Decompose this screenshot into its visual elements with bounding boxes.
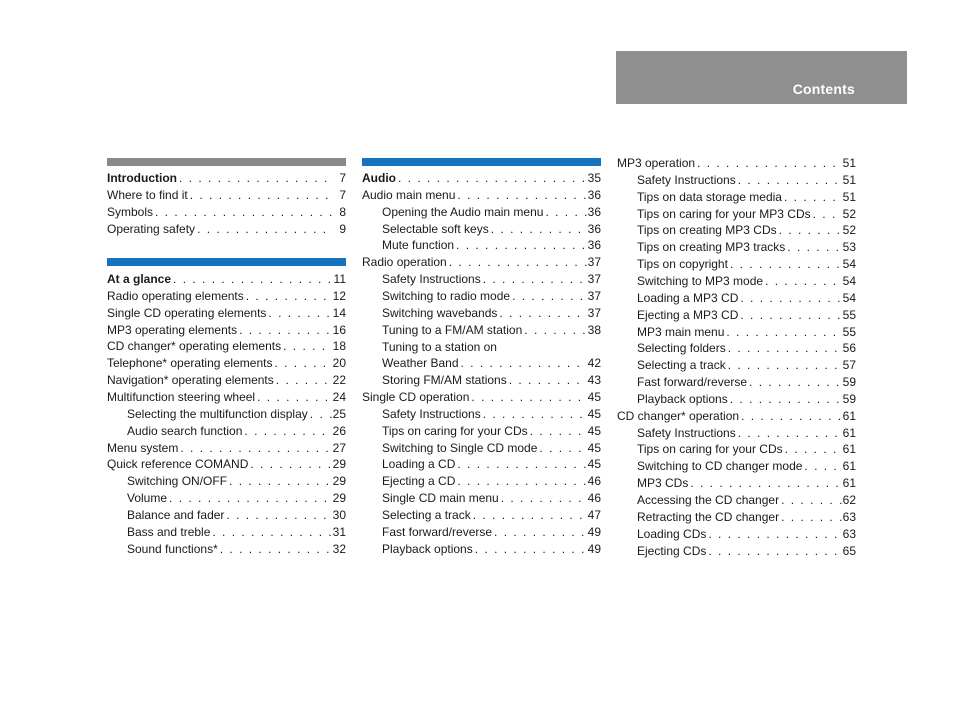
toc-entry-page: 14 <box>332 305 346 320</box>
toc-entry-title: Operating safety <box>107 221 196 236</box>
dot-leader <box>688 475 842 492</box>
toc-entry[interactable] <box>637 374 856 391</box>
toc-entry[interactable] <box>382 355 601 372</box>
dot-leader <box>218 541 332 558</box>
toc-entry-page: 11 <box>333 272 346 286</box>
toc-entry[interactable] <box>637 340 856 357</box>
toc-entry-title: Selecting folders <box>637 341 726 356</box>
toc-entry-page: 9 <box>339 221 346 236</box>
toc-entry[interactable] <box>382 490 601 507</box>
toc-entry-page: 18 <box>332 339 346 354</box>
dot-leader <box>455 456 587 473</box>
dot-leader <box>255 389 332 406</box>
toc-entry[interactable] <box>382 221 601 238</box>
toc-entry[interactable] <box>617 155 856 172</box>
toc-entry[interactable] <box>382 372 601 389</box>
dot-leader <box>244 288 332 305</box>
toc-entry[interactable] <box>382 524 601 541</box>
toc-entry[interactable] <box>382 305 601 322</box>
toc-entry[interactable] <box>637 492 856 509</box>
toc-entry-page: 36 <box>587 238 601 253</box>
toc-entry[interactable] <box>107 322 346 339</box>
dot-leader <box>227 473 332 490</box>
toc-entry[interactable] <box>127 541 346 558</box>
toc-entry[interactable] <box>382 406 601 423</box>
toc-entry[interactable] <box>107 187 346 204</box>
toc-entry[interactable] <box>637 222 856 239</box>
toc-entry[interactable] <box>382 541 601 558</box>
dot-leader <box>738 307 842 324</box>
toc-entry-title: Safety Instructions <box>637 172 736 187</box>
toc-entry-title: Tuning to a FM/AM station <box>382 322 523 337</box>
toc-entry-page: 8 <box>339 204 346 219</box>
toc-entry[interactable] <box>127 490 346 507</box>
toc-entry-page: 55 <box>842 307 856 322</box>
toc-entry[interactable] <box>382 507 601 524</box>
dot-leader <box>473 541 587 558</box>
toc-entry-title: Radio operating elements <box>107 288 244 303</box>
toc-entry-title: Switching wavebands <box>382 305 498 320</box>
toc-entry-title: CD changer* operation <box>617 408 740 423</box>
dot-leader <box>171 271 332 288</box>
toc-entry[interactable] <box>637 290 856 307</box>
toc-entry-page: 51 <box>842 172 856 187</box>
toc-entry[interactable] <box>382 456 601 473</box>
toc-entry-page: 47 <box>587 508 601 522</box>
toc-entry-page: 45 <box>587 457 601 472</box>
toc-entry[interactable] <box>107 288 346 305</box>
toc-entry-page: 52 <box>842 206 856 221</box>
dot-leader <box>481 406 587 423</box>
toc-entry-title: Bass and treble <box>127 524 211 539</box>
dot-leader <box>543 204 587 221</box>
toc-entry-page: 29 <box>332 474 346 489</box>
toc-entry-title: Introduction <box>107 171 177 185</box>
toc-entry[interactable] <box>637 391 856 408</box>
toc-entry-page: 42 <box>587 356 601 371</box>
dot-leader <box>724 324 842 341</box>
toc-entry[interactable] <box>637 441 856 458</box>
toc-entry-page: 45 <box>587 406 601 421</box>
contents-header-tab <box>616 51 907 104</box>
dot-leader <box>739 408 842 425</box>
toc-entry-page: 45 <box>587 440 601 455</box>
toc-entry-title: Quick reference COMAND <box>107 457 249 472</box>
toc-entry-page: 36 <box>587 187 601 202</box>
toc-entry[interactable] <box>637 509 856 526</box>
toc-entry-title: Weather Band <box>382 356 459 371</box>
toc-entry-page: 53 <box>842 240 856 255</box>
toc-entry-title: Accessing the CD changer <box>637 493 780 507</box>
toc-entry-page: 61 <box>842 408 856 423</box>
toc-entry-page: 61 <box>842 442 856 457</box>
toc-entry-title: Mute function <box>382 238 455 253</box>
toc-entry[interactable] <box>382 288 601 305</box>
toc-entry[interactable] <box>362 187 601 204</box>
dot-leader <box>785 239 842 256</box>
toc-entry[interactable] <box>637 172 856 189</box>
toc-entry[interactable] <box>382 339 601 356</box>
toc-entry-page: 12 <box>332 288 346 303</box>
dot-leader <box>811 206 842 223</box>
toc-entry-title: Selecting a track <box>382 508 471 522</box>
toc-entry[interactable] <box>107 271 346 288</box>
dot-leader <box>492 524 587 541</box>
toc-entry-page: 35 <box>587 171 601 185</box>
toc-entry-title: Tips on creating MP3 CDs <box>637 223 777 238</box>
toc-entry-title: Navigation* operating elements <box>107 373 274 388</box>
dot-leader <box>499 490 587 507</box>
dot-leader <box>177 170 332 187</box>
toc-entry-page: 45 <box>587 390 601 405</box>
toc-entry-page: 59 <box>842 375 856 390</box>
dot-leader <box>266 305 332 322</box>
dot-leader <box>728 391 842 408</box>
toc-entry-page: 51 <box>842 156 856 170</box>
dot-leader <box>481 271 587 288</box>
dot-leader <box>153 204 332 221</box>
toc-entry-title: Switching to Single CD mode <box>382 440 538 455</box>
toc-entry-page: 29 <box>332 457 346 472</box>
toc-entry-page <box>587 339 601 356</box>
toc-entry-title: Tuning to a station on <box>382 339 497 354</box>
toc-entry-page: 25 <box>332 406 346 421</box>
toc-entry[interactable] <box>107 338 346 355</box>
toc-entry-page: 65 <box>842 543 856 558</box>
toc-entry-page: 63 <box>842 526 856 541</box>
toc-entry-title: Safety Instructions <box>382 272 481 287</box>
toc-entry-page: 46 <box>587 491 601 506</box>
toc-entry-page: 31 <box>332 524 346 539</box>
dot-leader <box>726 340 842 357</box>
toc-entry-page: 22 <box>332 373 346 388</box>
toc-entry-title: Selecting the multifunction display <box>127 406 308 421</box>
dot-leader <box>782 189 842 206</box>
toc-entry-title: Sound functions* <box>127 541 218 556</box>
toc-entry[interactable] <box>107 355 346 372</box>
toc-entry[interactable] <box>637 206 856 223</box>
toc-entry-page: 37 <box>587 272 601 287</box>
toc-entry-title: CD changer* operating elements <box>107 339 282 354</box>
toc-entry-title: Multifunction steering wheel <box>107 389 256 404</box>
dot-leader <box>510 288 587 305</box>
dot-leader <box>706 543 842 560</box>
dot-leader <box>469 389 587 406</box>
toc-entry-page: 32 <box>332 541 346 556</box>
toc-entry-page: 24 <box>332 389 346 404</box>
toc-entry-title: Audio main menu <box>362 187 456 202</box>
dot-leader <box>528 423 587 440</box>
dot-leader <box>777 222 842 239</box>
toc-entry-page: 7 <box>339 187 346 202</box>
toc-entry-title: Radio operation <box>362 255 447 270</box>
toc-entry-title: Single CD operation <box>362 390 470 405</box>
toc-entry[interactable] <box>127 406 346 423</box>
toc-entry-page: 37 <box>587 288 601 303</box>
toc-entry[interactable] <box>382 237 601 254</box>
toc-entry-page: 57 <box>842 358 856 373</box>
toc-entry-title: Loading a MP3 CD <box>637 290 739 305</box>
toc-entry-title: Balance and fader <box>127 507 225 522</box>
dot-leader <box>308 406 332 423</box>
toc-entry-title: Volume <box>127 491 168 506</box>
toc-entry-title: Telephone* operating elements <box>107 356 273 371</box>
toc-entry[interactable] <box>107 372 346 389</box>
toc-entry-title: Fast forward/reverse <box>637 375 748 390</box>
toc-entry[interactable] <box>382 473 601 490</box>
dot-leader <box>489 221 587 238</box>
toc-entry-title: Playback options <box>637 391 728 406</box>
toc-entry-title: Tips on caring for your MP3 CDs <box>637 206 811 221</box>
toc-entry[interactable] <box>127 423 346 440</box>
section-bar <box>362 158 601 166</box>
toc-entry-page: 49 <box>587 541 601 556</box>
dot-leader <box>272 355 332 372</box>
dot-leader <box>497 339 587 356</box>
toc-entry-page: 16 <box>332 322 346 337</box>
toc-entry-title: Tips on creating MP3 tracks <box>637 240 786 255</box>
toc-entry-title: Symbols <box>107 204 154 219</box>
toc-entry[interactable] <box>382 204 601 221</box>
toc-entry-page: 61 <box>842 476 856 491</box>
toc-entry-title: MP3 operation <box>617 156 696 170</box>
toc-entry[interactable] <box>382 322 601 339</box>
toc-entry-title: Loading a CD <box>382 457 456 472</box>
section-bar <box>107 258 346 266</box>
toc-entry[interactable] <box>637 324 856 341</box>
toc-entry-page: 62 <box>842 493 856 507</box>
toc-entry-page: 30 <box>332 507 346 522</box>
toc-entry-title: Fast forward/reverse <box>382 524 493 539</box>
dot-leader <box>779 509 842 526</box>
toc-entry-page: 26 <box>332 423 346 438</box>
toc-entry[interactable] <box>107 204 346 221</box>
dot-leader <box>237 322 332 339</box>
toc-entry[interactable] <box>637 543 856 560</box>
toc-entry[interactable] <box>107 170 346 187</box>
toc-entry-page: 29 <box>332 491 346 506</box>
toc-entry-title: Switching to MP3 mode <box>637 273 764 288</box>
dot-leader <box>188 187 332 204</box>
toc-entry-title: Tips on data storage media <box>637 189 782 204</box>
toc-entry[interactable] <box>107 389 346 406</box>
toc-entry[interactable] <box>382 423 601 440</box>
toc-entry-title: Loading CDs <box>637 526 707 541</box>
toc-entry-page: 54 <box>842 257 856 272</box>
toc-entry-page: 36 <box>587 204 601 219</box>
toc-entry-title: Selecting a track <box>637 358 726 373</box>
toc-entry-page: 63 <box>842 509 856 524</box>
toc-entry-title: Menu system <box>107 440 179 455</box>
toc-entry-title: Storing FM/AM stations <box>382 373 507 388</box>
toc-entry-page: 61 <box>842 425 856 440</box>
dot-leader <box>706 526 842 543</box>
toc-entry-title: Tips on caring for your CDs <box>382 423 528 438</box>
toc-entry[interactable] <box>107 305 346 322</box>
toc-entry[interactable] <box>127 473 346 490</box>
dot-leader <box>274 372 332 389</box>
toc-entry-page: 45 <box>587 423 601 438</box>
toc-entry-title: Switching to CD changer mode <box>637 459 803 474</box>
dot-leader <box>726 357 842 374</box>
toc-entry-title: Where to find it <box>107 187 188 202</box>
toc-entry[interactable] <box>637 307 856 324</box>
toc-entry-title: Ejecting CDs <box>637 543 707 558</box>
toc-entry-page: 56 <box>842 341 856 356</box>
toc-entry[interactable] <box>382 271 601 288</box>
toc-entry[interactable] <box>362 389 601 406</box>
toc-entry-title: Single CD main menu <box>382 491 499 506</box>
dot-leader <box>471 507 587 524</box>
toc-entry[interactable] <box>637 273 856 290</box>
dot-leader <box>779 492 842 509</box>
dot-leader <box>454 237 587 254</box>
toc-entry-title: Playback options <box>382 541 473 556</box>
toc-entry-title: MP3 CDs <box>637 476 689 491</box>
dot-leader <box>459 355 588 372</box>
toc-entry-title: Ejecting a MP3 CD <box>637 307 739 322</box>
toc-entry-page: 52 <box>842 223 856 238</box>
toc-entry-title: MP3 main menu <box>637 324 725 339</box>
dot-leader <box>537 440 587 457</box>
dot-leader <box>455 187 587 204</box>
toc-entry-title: Opening the Audio main menu <box>382 204 544 219</box>
toc-entry-title: Retracting the CD changer <box>637 509 780 524</box>
toc-entry-page: 46 <box>587 474 601 489</box>
dot-leader <box>736 425 842 442</box>
dot-leader <box>747 374 842 391</box>
toc-entry-title: Switching to radio mode <box>382 288 511 303</box>
dot-leader <box>447 254 587 271</box>
toc-entry[interactable] <box>362 254 601 271</box>
toc-entry-title: Tips on caring for your CDs <box>637 442 783 457</box>
dot-leader <box>783 441 842 458</box>
toc-entry-page: 55 <box>842 324 856 339</box>
toc-entry-page: 27 <box>332 440 346 455</box>
toc-entry-page: 37 <box>587 305 601 320</box>
page-title: Contents <box>792 81 855 97</box>
dot-leader <box>522 322 587 339</box>
toc-entry-page: 59 <box>842 391 856 406</box>
toc-entry-title: Ejecting a CD <box>382 474 456 489</box>
toc-entry[interactable] <box>637 425 856 442</box>
dot-leader <box>728 256 842 273</box>
dot-leader <box>178 440 332 457</box>
toc-entry-title: Tips on copyright <box>637 257 728 272</box>
toc-entry[interactable] <box>637 357 856 374</box>
toc-entry-title: Selectable soft keys <box>382 221 489 236</box>
toc-entry[interactable] <box>637 458 856 475</box>
dot-leader <box>802 458 842 475</box>
dot-leader <box>242 423 332 440</box>
toc-entry[interactable] <box>637 526 856 543</box>
dot-leader <box>695 155 842 172</box>
toc-entry[interactable] <box>107 456 346 473</box>
toc-entry-page: 54 <box>842 273 856 288</box>
toc-entry[interactable] <box>107 440 346 457</box>
toc-entry[interactable] <box>382 440 601 457</box>
toc-entry-page: 61 <box>842 459 856 474</box>
toc-entry-page: 54 <box>842 290 856 305</box>
toc-entry[interactable] <box>107 221 346 238</box>
toc-entry-title: Safety Instructions <box>637 425 736 440</box>
toc-entry[interactable] <box>362 170 601 187</box>
dot-leader <box>281 338 332 355</box>
toc-entry[interactable] <box>637 256 856 273</box>
toc-entry[interactable] <box>637 475 856 492</box>
toc-entry[interactable] <box>617 408 856 425</box>
toc-entry[interactable] <box>637 239 856 256</box>
dot-leader <box>195 221 332 238</box>
toc-entry-page: 37 <box>587 255 601 270</box>
toc-entry-page: 38 <box>587 322 601 337</box>
dot-leader <box>248 456 332 473</box>
toc-entry-page: 20 <box>332 356 346 371</box>
dot-leader <box>763 273 842 290</box>
toc-entry[interactable] <box>637 189 856 206</box>
toc-entry-page: 51 <box>842 189 856 204</box>
dot-leader <box>210 524 332 541</box>
dot-leader <box>736 172 842 189</box>
toc-entry-page: 49 <box>587 524 601 539</box>
section-bar <box>107 158 346 166</box>
dot-leader <box>507 372 587 389</box>
toc-entry-title: Audio <box>362 171 396 185</box>
toc-entry-title: MP3 operating elements <box>107 322 238 337</box>
toc-entry-title: Safety Instructions <box>382 406 481 421</box>
toc-entry-page: 43 <box>587 373 601 388</box>
dot-leader <box>455 473 587 490</box>
dot-leader <box>738 290 842 307</box>
dot-leader <box>224 507 332 524</box>
dot-leader <box>396 170 587 187</box>
toc-entry[interactable] <box>127 507 346 524</box>
toc-entry-title: Switching ON/OFF <box>127 474 228 489</box>
toc-entry-title: At a glance <box>107 272 172 286</box>
dot-leader <box>497 305 587 322</box>
toc-entry-title: Single CD operating elements <box>107 305 267 320</box>
toc-entry-page: 36 <box>587 221 601 236</box>
toc-entry-page: 7 <box>339 171 346 185</box>
dot-leader <box>167 490 332 507</box>
toc-entry[interactable] <box>127 524 346 541</box>
toc-entry-title: Audio search function <box>127 423 243 438</box>
